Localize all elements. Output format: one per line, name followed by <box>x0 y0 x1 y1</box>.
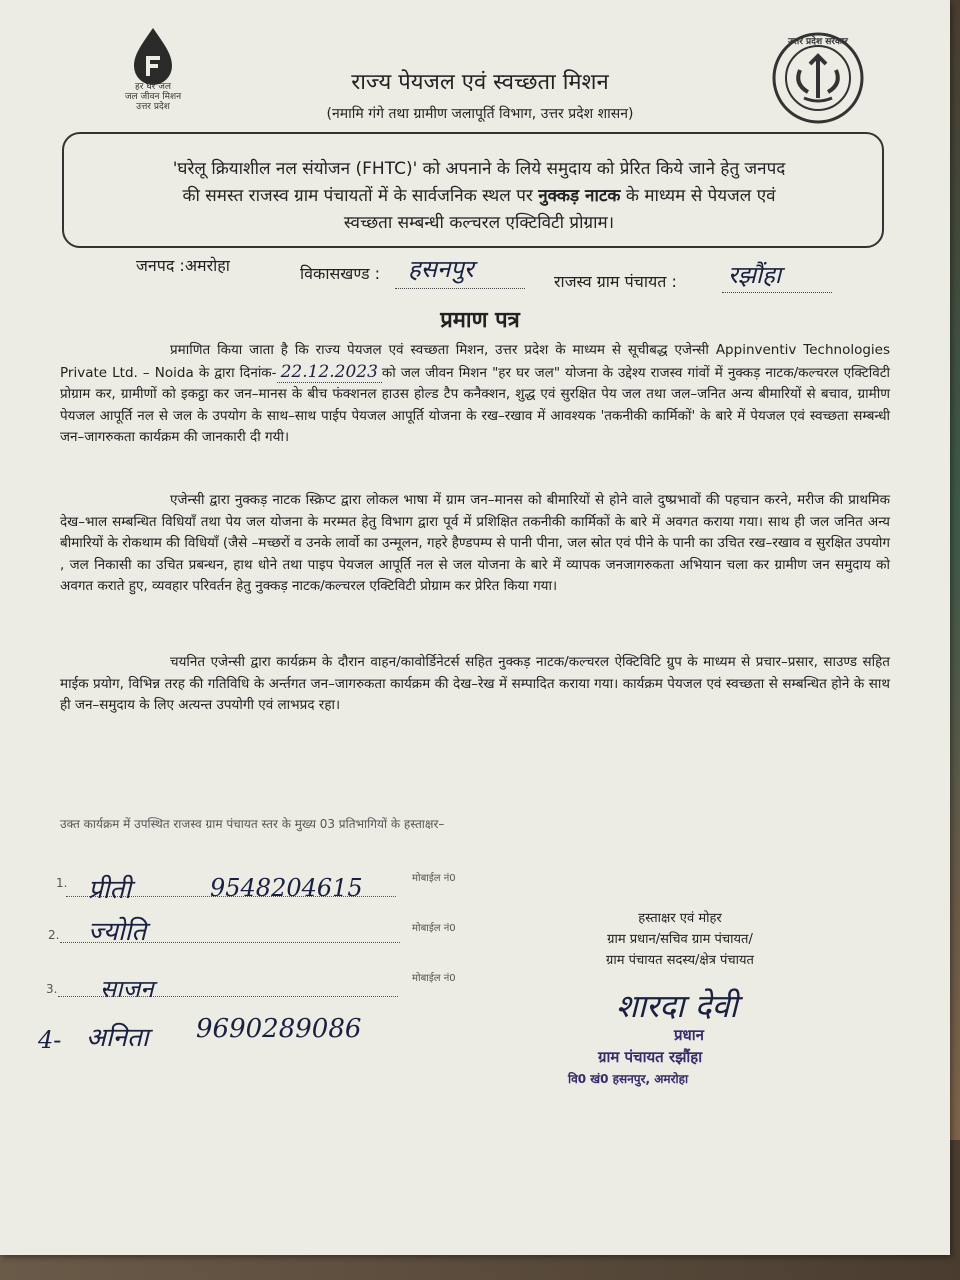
participant-number: 1. <box>56 876 68 890</box>
participant-number: 2. <box>48 928 60 942</box>
stamp-line-1: प्रधान <box>674 1026 704 1044</box>
emblem-text: उत्तर प्रदेश सरकार <box>788 37 848 47</box>
mobile-label: मोबाईल नं0 <box>412 873 456 884</box>
up-government-emblem <box>770 30 866 126</box>
banner-line-1: 'घरेलू क्रियाशील नल संयोजन (FHTC)' को अपनाने के लिये समुदाय को प्रेरित किये जाने हेतु जनपद <box>172 159 786 179</box>
district-label: जनपद : <box>136 256 185 275</box>
district-value: अमरोहा <box>184 256 230 275</box>
participant-number: 3. <box>46 982 58 996</box>
mobile-label: मोबाईल नं0 <box>412 973 456 984</box>
banner-line-2-start: की समस्त राजस्व ग्राम पंचायतों में के सार्वजनिक स्थल पर <box>182 186 539 206</box>
signatory-designation-2: ग्राम पंचायत सदस्य/क्षेत्र पंचायत <box>606 953 754 968</box>
banner-line-2-end: के माध्यम से पेयजल एवं <box>620 186 776 206</box>
certificate-title: प्रमाण पत्र <box>440 308 520 333</box>
block-value-handwritten: हसनपुर <box>408 255 474 283</box>
mission-title: राज्य पेयजल एवं स्वच्छता मिशन <box>351 70 609 95</box>
participant-signature: साजन <box>100 975 154 1003</box>
banner-highlight: नुक्कड़ नाटक <box>538 186 621 206</box>
official-signature-block <box>570 908 790 971</box>
participant-signature: ज्योति <box>88 917 147 947</box>
participant-signature: प्रीती <box>88 875 132 905</box>
banner-line-3: स्वच्छता सम्बन्धी कल्चरल एक्टिविटी प्रोग्राम। <box>343 213 615 233</box>
signatory-designation-1: ग्राम प्रधान/सचिव ग्राम पंचायत/ <box>607 932 753 947</box>
district-field <box>136 254 230 276</box>
participants-intro: उक्त कार्यक्रम में उपस्थित राजस्व ग्राम पंचायत स्तर के मुख्य 03 प्रतिभागियों के हस्ताक्षर– <box>60 817 445 831</box>
paragraph-2: एजेन्सी द्वारा नुक्कड़ नाटक स्क्रिप्ट द्वारा लोकल भाषा में ग्राम जन–मानस को बीमारियों से होने वाले दुष्प्रभावों की पहचान करने, मरीज की प्राथमिक देख–भाल सम्बन्धित विधियाँ तथा पेय जल योजना के मरम्मत हेतु विभाग द्वारा पूर्व में प्रशिक्षित तकनीकी कार्मिकों के बारे में अवगत कराया गया। साथ ही जल जनित अन्य बीमारियों के रोकथाम की विधियाँ (जैसे –मच्छरों व उनके लार्वो का उन्मूलन, गहरे हैण्डपम्प से पानी पीना, जल स्रोत एवं पीने के पानी का उचित रख–रखाव व सुरक्षित उपयोग , जल निकासी का उचित प्रबन्धन, हाथ धोने तथा पाइप पेयजल आपूर्ति नल से जल योजना के बारे में व्यापक जनजागरुकता अभियान चला कर ग्रामीण जन समुदाय को अवगत कराते हुए, व्यवहार परिवर्तन हेतु नुक्कड़ नाटक/कल्चरल एक्टिविटी प्रोग्राम कर प्रेरित किया गया। <box>60 492 890 594</box>
banner-line-2 <box>84 183 874 210</box>
paragraph-1-start: प्रमाणित किया जाता है कि राज्य पेयजल एवं स्वच्छता मिशन, उत्तर प्रदेश के माध्यम से सूचीबद्ध एजेन्सी Appinventiv Technologies Private Ltd. – Noida के द्वारा दिनांक- <box>60 342 890 381</box>
panchayat-label: राजस्व ग्राम पंचायत : <box>554 272 677 291</box>
panchayat-underline <box>722 292 832 293</box>
stamp-line-2: ग्राम पंचायत रझौंहा <box>598 1048 703 1066</box>
participant-number: 4- <box>38 1026 62 1054</box>
block-label: विकासखण्ड : <box>300 264 381 283</box>
panchayat-value-handwritten: रझौंहा <box>728 261 782 289</box>
participant-signature: अनिता <box>86 1023 149 1053</box>
signature-caption: हस्ताक्षर एवं मोहर <box>638 911 722 926</box>
logo-line-2: जल जीवन मिशन <box>124 92 182 102</box>
pradhan-signature: शारदा देवी <box>616 987 738 1025</box>
paragraph-1-end: को जल जीवन मिशन "हर घर जल" योजना के उद्देश्य राजस्व गांवों में नुक्कड़ नाटक/कल्चरल एक्टिविटी प्रोग्राम कर, ग्रामीणों को इकट्ठा कर जन–मानस के बीच फंक्शनल हाउस होल्ड टैप कनैक्शन, शुद्ध एवं सुरक्षित पेय जल तथा जल–जनित अन्य बीमारियों से बचाव, ग्रामीण पेयजल आपूर्ति नल से जल के उपयोग के साथ–साथ पाईप पेयजल आपूर्ति योजना के रख–रखाव में आवश्यक 'तकनीकी कार्मिकों' के बारे में पेयजल एवं स्वच्छता सम्बन्धी जन–जागरुकता कार्यक्रम की जानकारी दी गयी। <box>60 364 891 445</box>
mobile-label: मोबाईल नं0 <box>412 923 456 934</box>
har-ghar-jal-logo <box>108 22 198 112</box>
logo-line-3: उत्तर प्रदेश <box>136 102 170 112</box>
stamp-line-3: वि0 खं0 हसनपुर, अमरोहा <box>568 1072 689 1086</box>
department-subtitle: (नमामि गंगे तथा ग्रामीण जलापूर्ति विभाग, उत्तर प्रदेश शासन) <box>326 106 634 122</box>
logo-line-1: हर घर जल <box>135 82 171 92</box>
block-underline <box>395 288 525 289</box>
paragraph-1 <box>60 340 890 449</box>
pradhan-stamp <box>568 1024 798 1090</box>
program-banner-text <box>84 156 874 237</box>
paragraph-3: चयनित एजेन्सी द्वारा कार्यक्रम के दौरान वाहन/कावोर्डिनेटर्स सहित नुक्कड़ नाटक/कल्चरल ऐक्टिविटि ग्रुप के माध्यम से प्रचार–प्रसार, साउण्ड सहित माईक प्रयोग, विभिन्न तरह की गतिविधि के अर्न्तगत जन–जागरुकता कार्यक्रम की देख–रेख में सम्पादित कराया गया। कार्यक्रम पेयजल एवं स्वच्छता से सम्बन्धित होने के साथ ही जन–समुदाय के लिए अत्यन्त उपयोगी एवं लाभप्रद रहा। <box>60 654 890 713</box>
program-date-handwritten: 22.12.2023 <box>277 362 382 383</box>
participant-mobile-handwritten: 9690289086 <box>196 1014 362 1044</box>
participant-mobile-handwritten: 9548204615 <box>210 874 363 902</box>
